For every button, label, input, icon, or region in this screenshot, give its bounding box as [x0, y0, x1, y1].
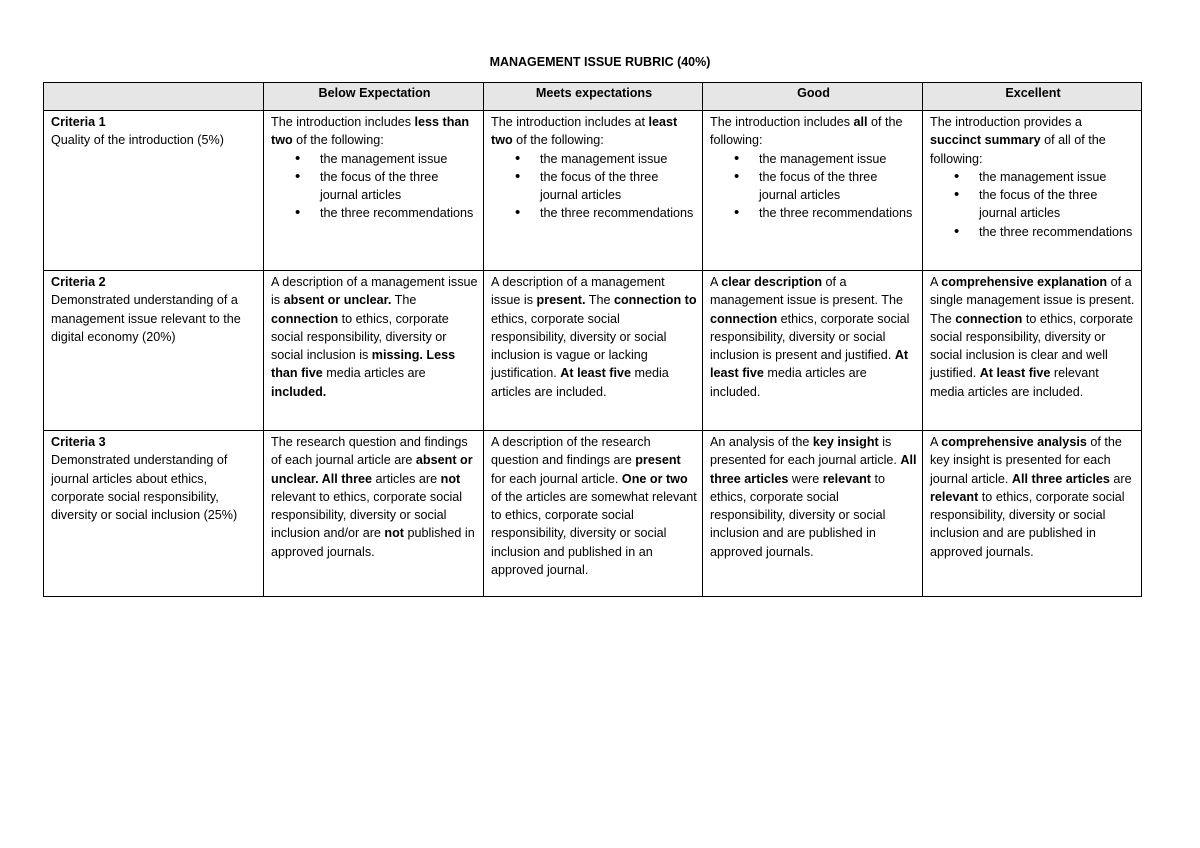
- criteria-1-excellent-text: The introduction provides a succinct summary of all of the following:: [930, 115, 1106, 166]
- criteria-1-meets-cell: [484, 111, 703, 271]
- criteria-2-below-cell: [264, 271, 484, 431]
- criteria-3-meets-text: A description of the research question and findings are present for each journal article. One or two of the articles are somewhat relevant to ethics, corporate social responsibility, diversity or social inclusion and published in an approved journal.: [491, 435, 697, 578]
- criteria-1-good-cell: [703, 111, 923, 271]
- header-good: Good: [703, 83, 923, 111]
- bullet-item: • the management issue: [320, 150, 478, 168]
- bullet-item: • the focus of the three journal articles: [540, 168, 697, 205]
- criteria-2-below-text: A description of a management issue is absent or unclear. The connection to ethics, corporate social responsibility, diversity or social inclusion is missing. Less than five media articles are included.: [271, 275, 478, 399]
- criteria-1-cell: [44, 111, 264, 271]
- criteria-3-excellent-text: A comprehensive analysis of the key insight is presented for each journal article. All three articles are relevant to ethics, corporate social responsibility, diversity or social inclusion and are published in approved journals.: [930, 435, 1132, 559]
- criteria-1-row: [44, 111, 1142, 271]
- bullet-list: [710, 150, 917, 223]
- criteria-1-below-text: The introduction includes less than two of the following:: [271, 115, 470, 148]
- criteria-3-good-text: An analysis of the key insight is presented for each journal article. All three articles were relevant to ethics, corporate social responsibility, diversity or social inclusion and are published in approved journals.: [710, 435, 917, 559]
- header-blank-cell: [44, 83, 264, 111]
- bullet-item: • the three recommendations: [320, 204, 478, 222]
- bullet-item: • the management issue: [759, 150, 917, 168]
- bullet-item: • the focus of the three journal articles: [979, 186, 1136, 223]
- bullet-item: • the three recommendations: [759, 204, 917, 222]
- rubric-table: [43, 82, 1142, 597]
- header-meets-expectations: Meets expectations: [484, 83, 703, 111]
- criteria-3-excellent-cell: [923, 431, 1142, 597]
- header-below-expectation: Below Expectation: [264, 83, 484, 111]
- criteria-2-meets-text: A description of a management issue is present. The connection to ethics, corporate social responsibility, diversity or social inclusion is vague or lacking justification. At least five media articles are included.: [491, 275, 697, 399]
- criteria-2-row: [44, 271, 1142, 431]
- bullet-item: • the three recommendations: [979, 223, 1136, 241]
- criteria-3-cell: [44, 431, 264, 597]
- criteria-1-meets-text: The introduction includes at least two of the following:: [491, 115, 678, 148]
- criteria-3-title: Criteria 3: [51, 435, 106, 449]
- criteria-1-below-cell: [264, 111, 484, 271]
- bullet-item: • the management issue: [979, 168, 1136, 186]
- criteria-1-description: Quality of the introduction (5%): [51, 133, 224, 148]
- criteria-3-below-cell: [264, 431, 484, 597]
- bullet-item: • the three recommendations: [540, 204, 697, 222]
- criteria-1-title: Criteria 1: [51, 115, 106, 129]
- criteria-2-excellent-text: A comprehensive explanation of a single management issue is present. The connection to ethics, corporate social responsibility, diversity or social inclusion is clear and well justified. At least five relevant media articles are included.: [930, 275, 1135, 399]
- criteria-2-meets-cell: [484, 271, 703, 431]
- criteria-3-good-cell: [703, 431, 923, 597]
- criteria-2-title: Criteria 2: [51, 275, 106, 289]
- criteria-1-good-text: The introduction includes all of the following:: [710, 115, 903, 148]
- criteria-2-excellent-cell: [923, 271, 1142, 431]
- header-row: [44, 83, 1142, 111]
- criteria-2-good-cell: [703, 271, 923, 431]
- bullet-list: [930, 168, 1136, 241]
- page-title: MANAGEMENT ISSUE RUBRIC (40%): [489, 55, 711, 69]
- bullet-list: [491, 150, 697, 223]
- bullet-list: [271, 150, 478, 223]
- criteria-2-good-text: A clear description of a management issue is present. The connection ethics, corporate social responsibility, diversity or social inclusion is present and justified. At least five media articles are included.: [710, 275, 910, 399]
- criteria-3-below-text: The research question and findings of each journal article are absent or unclear. All three articles are not relevant to ethics, corporate social responsibility, diversity or social inclusion and/or are not published in approved journals.: [271, 435, 475, 559]
- criteria-3-meets-cell: [484, 431, 703, 597]
- bullet-item: • the management issue: [540, 150, 697, 168]
- criteria-3-row: [44, 431, 1142, 597]
- criteria-2-description: Demonstrated understanding of a management issue relevant to the digital economy (20%): [51, 293, 241, 344]
- criteria-2-cell: [44, 271, 264, 431]
- criteria-1-excellent-cell: [923, 111, 1142, 271]
- bullet-item: • the focus of the three journal articles: [759, 168, 917, 205]
- criteria-3-description: Demonstrated understanding of journal articles about ethics, corporate social responsibility, diversity or social inclusion (25%): [51, 453, 238, 523]
- bullet-item: • the focus of the three journal articles: [320, 168, 478, 205]
- header-excellent: Excellent: [923, 83, 1142, 111]
